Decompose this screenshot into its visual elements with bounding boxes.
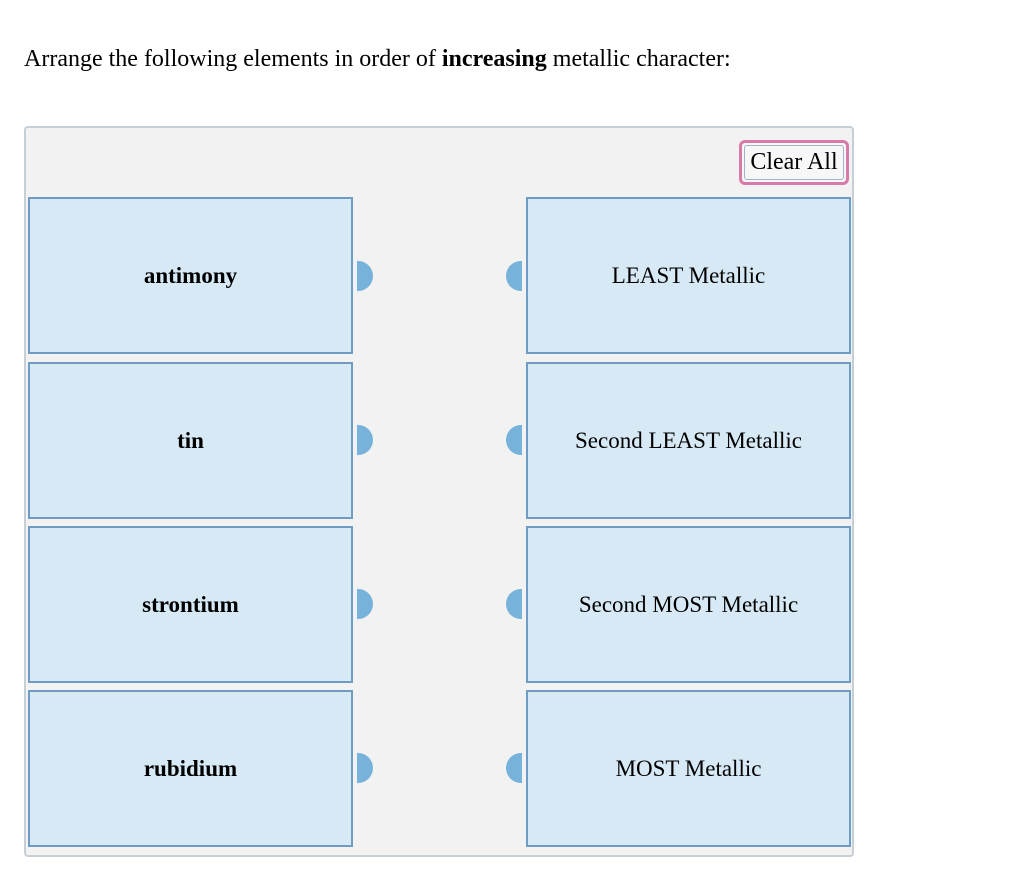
target-slot-least-metallic[interactable] [526, 197, 851, 354]
draggable-item-strontium[interactable] [28, 526, 353, 683]
target-slot-label: Second LEAST Metallic [575, 427, 802, 453]
question-suffix: metallic character: [546, 46, 731, 72]
question-prefix: Arrange the following elements in order of [24, 46, 442, 72]
target-slot-label: MOST Metallic [615, 755, 762, 781]
draggable-item-label: tin [177, 427, 204, 453]
draggable-item-label: rubidium [143, 755, 238, 781]
target-slot-most-metallic[interactable] [526, 690, 851, 847]
question-emphasis: increasing [441, 46, 547, 72]
draggable-item-tin[interactable] [28, 362, 353, 519]
target-slot-label: Second MOST Metallic [578, 591, 799, 617]
target-slot-label: LEAST Metallic [611, 262, 766, 288]
draggable-item-label: antimony [143, 262, 238, 288]
draggable-item-antimony[interactable] [28, 197, 353, 354]
draggable-item-label: strontium [142, 591, 239, 617]
target-slot-second-least-metallic[interactable] [526, 362, 851, 519]
draggable-item-rubidium[interactable] [28, 690, 353, 847]
target-slot-second-most-metallic[interactable] [526, 526, 851, 683]
clear-all-button[interactable]: Clear All [739, 140, 849, 185]
question-prompt [24, 44, 731, 74]
